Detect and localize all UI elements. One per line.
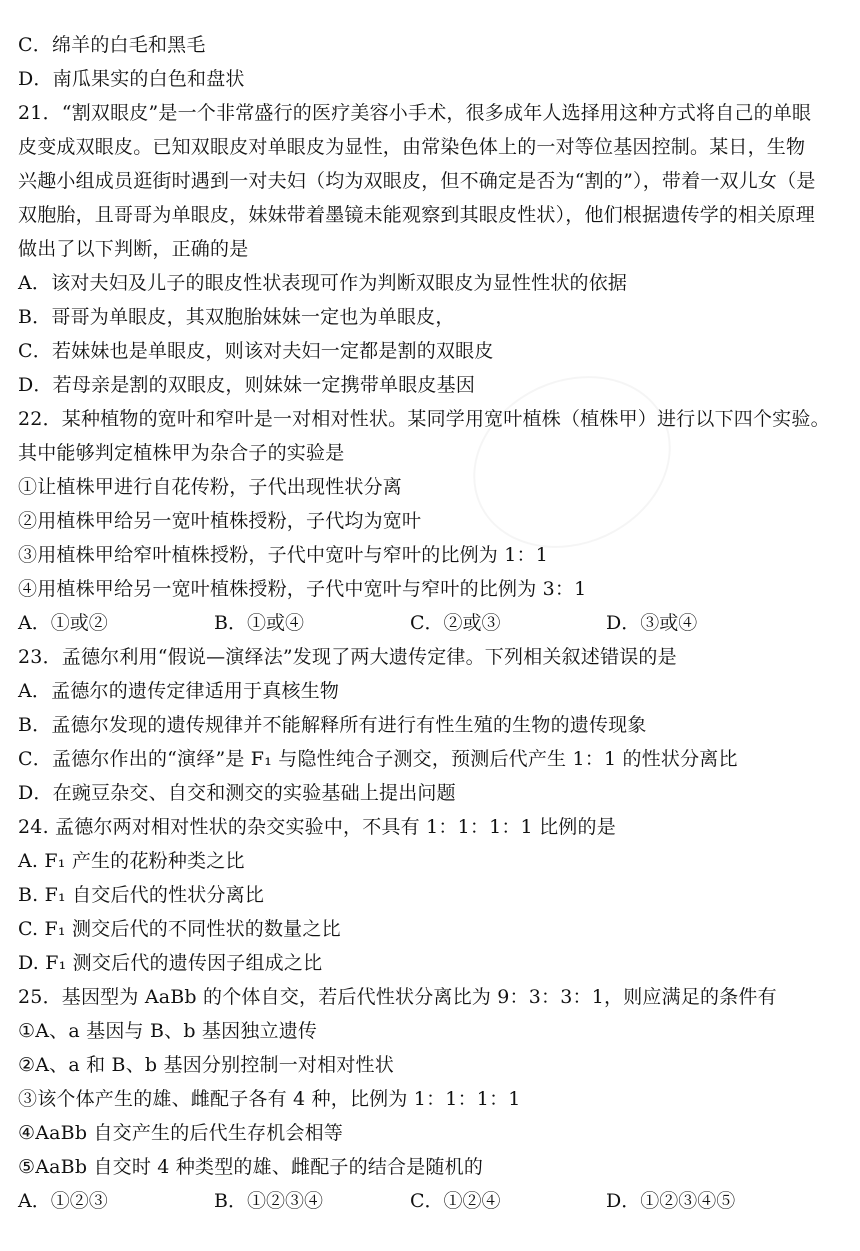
q21-option-c: C．若妹妹也是单眼皮，则该对夫妇一定都是割的双眼皮 [18, 340, 494, 362]
option-line-c-q20: C．绵羊的白毛和黑毛 [18, 34, 206, 56]
q24-option-b: B. F₁ 自交后代的性状分离比 [18, 884, 265, 906]
q25-option-c: C．①②④ [410, 1190, 501, 1212]
q22-item-1: ①让植株甲进行自花传粉，子代出现性状分离 [18, 476, 403, 498]
q23-option-d: D．在豌豆杂交、自交和测交的实验基础上提出问题 [18, 782, 456, 804]
q22-item-3: ③用植株甲给窄叶植株授粉，子代中宽叶与窄叶的比例为 1：1 [18, 544, 549, 566]
q24-option-a: A. F₁ 产生的花粉种类之比 [18, 850, 245, 872]
q25-item-3: ③该个体产生的雄、雌配子各有 4 种，比例为 1：1：1：1 [18, 1088, 521, 1110]
q23-option-a: A．孟德尔的遗传定律适用于真核生物 [18, 680, 340, 702]
q25-item-1: ①A、a 基因与 B、b 基因独立遗传 [18, 1020, 318, 1042]
q25-stem: 25．基因型为 AaBb 的个体自交，若后代性状分离比为 9：3：3：1，则应满足的条件有 [18, 986, 777, 1008]
option-line-d-q20: D．南瓜果实的白色和盘状 [18, 68, 245, 90]
q25-option-b: B．①②③④ [214, 1190, 323, 1212]
q25-item-2: ②A、a 和 B、b 基因分别控制一对相对性状 [18, 1054, 394, 1076]
q23-stem: 23．孟德尔利用“假说—演绎法”发现了两大遗传定律。下列相关叙述错误的是 [18, 646, 677, 668]
q22-item-4: ④用植株甲给另一宽叶植株授粉，子代中宽叶与窄叶的比例为 3：1 [18, 578, 587, 600]
q22-item-2: ②用植株甲给另一宽叶植株授粉，子代均为宽叶 [18, 510, 422, 532]
q24-stem: 24. 孟德尔两对相对性状的杂交实验中，不具有 1：1：1：1 比例的是 [18, 816, 616, 838]
q25-item-4: ④AaBb 自交产生的后代生存机会相等 [18, 1122, 344, 1144]
q25-option-a: A．①②③ [18, 1190, 108, 1212]
q21-stem-line-4: 双胞胎，且哥哥为单眼皮，妹妹带着墨镜未能观察到其眼皮性状），他们根据遗传学的相关原理 [18, 204, 815, 226]
q22-option-a: A．①或② [18, 612, 108, 634]
q22-option-d: D．③或④ [606, 612, 698, 634]
q21-stem-line-2: 皮变成双眼皮。已知双眼皮对单眼皮为显性，由常染色体上的一对等位基因控制。某日，生物 [18, 136, 806, 158]
q21-stem-line-5: 做出了以下判断，正确的是 [18, 238, 249, 260]
q21-option-a: A．该对夫妇及儿子的眼皮性状表现可作为判断双眼皮为显性性状的依据 [18, 272, 628, 294]
q22-stem-line-2: 其中能够判定植株甲为杂合子的实验是 [18, 442, 345, 464]
q24-option-d: D. F₁ 测交后代的遗传因子组成之比 [18, 952, 323, 974]
q21-option-b: B．哥哥为单眼皮，其双胞胎妹妹一定也为单眼皮， [18, 306, 455, 328]
q22-option-b: B．①或④ [214, 612, 304, 634]
q21-option-d: D．若母亲是割的双眼皮，则妹妹一定携带单眼皮基因 [18, 374, 476, 396]
q23-option-c: C．孟德尔作出的“演绎”是 F₁ 与隐性纯合子测交，预测后代产生 1：1 的性状分离比 [18, 748, 738, 770]
q22-options-row [18, 611, 848, 635]
q25-options-row [18, 1189, 848, 1213]
q25-option-d: D．①②③④⑤ [606, 1190, 736, 1212]
q21-stem-line-1: 21．“割双眼皮”是一个非常盛行的医疗美容小手术，很多成年人选择用这种方式将自己的单眼 [18, 102, 812, 124]
q22-option-c: C．②或③ [410, 612, 501, 634]
q25-item-5: ⑤AaBb 自交时 4 种类型的雄、雌配子的结合是随机的 [18, 1156, 484, 1178]
q23-option-b: B．孟德尔发现的遗传规律并不能解释所有进行有性生殖的生物的遗传现象 [18, 714, 647, 736]
q22-stem-line-1: 22．某种植物的宽叶和窄叶是一对相对性状。某同学用宽叶植株（植株甲）进行以下四个实验。 [18, 408, 830, 430]
q24-option-c: C. F₁ 测交后代的不同性状的数量之比 [18, 918, 341, 940]
q21-stem-line-3: 兴趣小组成员逛街时遇到一对夫妇（均为双眼皮，但不确定是否为“割的”），带着一双儿女（是 [18, 170, 816, 192]
